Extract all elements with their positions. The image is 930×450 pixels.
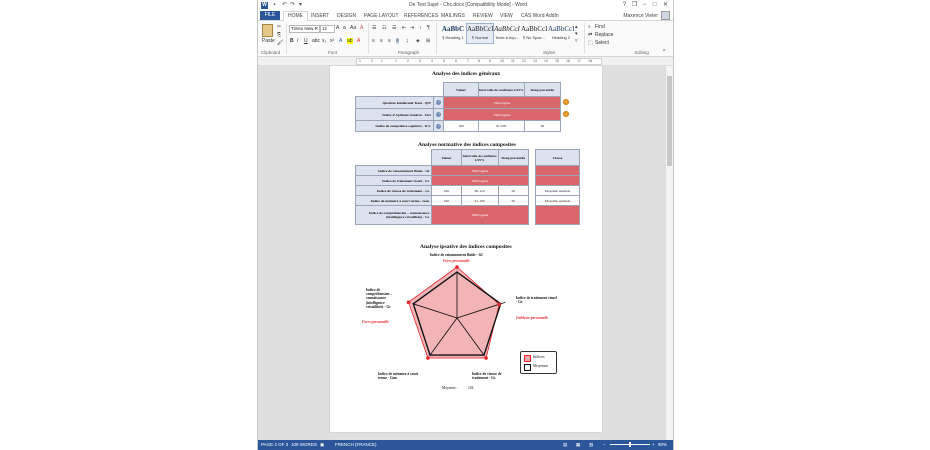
- underline-icon[interactable]: U: [304, 38, 308, 44]
- justify-icon[interactable]: ≡: [396, 38, 399, 44]
- ruler-tick: 3: [419, 59, 421, 63]
- language-indicator[interactable]: FRENCH (FRANCE): [335, 442, 377, 447]
- section-title-general: Analyse des indices généraux: [432, 71, 501, 77]
- ruler-tick: 7: [467, 59, 469, 63]
- zoom-in-icon[interactable]: +: [652, 442, 655, 447]
- copy-icon[interactable]: ⎘: [277, 32, 282, 38]
- borders-icon[interactable]: ⊞: [426, 38, 431, 44]
- bold-icon[interactable]: B: [290, 38, 294, 44]
- section-title-normative: Analyse normative des indices composites: [418, 142, 516, 148]
- clear-formatting-icon[interactable]: A: [360, 25, 364, 31]
- bullets-icon[interactable]: ☰: [372, 25, 377, 31]
- shading-icon[interactable]: ◈: [416, 38, 420, 44]
- style-texte-a-equ[interactable]: [493, 23, 521, 44]
- row-label: Indice de raisonnement fluide - Gf: [356, 166, 432, 176]
- row-label: Indice d'Aptitude Général - IAG: [356, 109, 434, 121]
- radar-series-indices: [409, 267, 500, 358]
- legend-label-moyenne: Moyenne: [533, 363, 549, 368]
- word-count[interactable]: 109 WORDS: [291, 442, 318, 447]
- subscript-icon[interactable]: x₂: [322, 38, 327, 44]
- ruler-tick: 1: [395, 59, 397, 63]
- print-layout-icon[interactable]: ▦: [576, 442, 581, 447]
- tab-review[interactable]: REVIEW: [473, 13, 493, 19]
- ruler-tick: 8: [478, 59, 480, 63]
- group-editing-label: Editing: [635, 50, 649, 55]
- close-button[interactable]: ✕: [662, 2, 669, 8]
- align-center-icon[interactable]: ≡: [380, 38, 383, 44]
- style-name: ¶ No Spac...: [523, 35, 545, 40]
- legend-label-indices: Indices: [533, 354, 545, 359]
- text-effects-icon[interactable]: A: [339, 38, 343, 44]
- replace-button[interactable]: Replace: [595, 32, 614, 38]
- grow-font-icon[interactable]: A: [336, 25, 340, 31]
- radar-point-indices: [426, 356, 430, 360]
- zoom-out-icon[interactable]: −: [603, 442, 606, 447]
- horizontal-ruler[interactable]: [258, 57, 673, 66]
- merged-status-cell: Hétérogène: [432, 176, 529, 186]
- help-button[interactable]: ?: [622, 2, 627, 8]
- table-header: Rang percentile: [524, 83, 560, 97]
- ruler-tick: 2: [371, 59, 373, 63]
- row-label: Indice de mémoire à court terme - Gsm: [356, 196, 432, 206]
- chart-legend: [520, 351, 557, 374]
- ruler-tick: 14: [544, 59, 548, 63]
- title-bar: [258, 0, 673, 11]
- axis-label-gf: Indice de raisonnement fluide - Gf: [430, 253, 483, 257]
- style-heading-1[interactable]: [439, 23, 467, 44]
- read-mode-icon[interactable]: ▤: [563, 442, 568, 447]
- group-clipboard-label: Clipboard: [261, 50, 281, 55]
- shrink-font-icon[interactable]: a: [343, 25, 346, 31]
- table-header: Intervalle de confiance à 95%: [461, 150, 498, 166]
- radar-point-indices: [484, 356, 488, 360]
- collapse-ribbon-icon[interactable]: ^: [663, 49, 666, 55]
- tab-file[interactable]: FILE: [260, 11, 280, 20]
- cut-icon[interactable]: ✂: [277, 24, 282, 30]
- style-sample: AaBbCcI: [467, 25, 493, 33]
- moyenne-label: Moyenne :: [442, 386, 458, 390]
- style-no-spacing[interactable]: [520, 23, 548, 44]
- ribbon-display-button[interactable]: ❐: [631, 2, 638, 8]
- group-separator: [368, 23, 369, 54]
- change-case-icon[interactable]: Aa: [350, 25, 357, 31]
- document-canvas[interactable]: [258, 66, 666, 440]
- axis-sublabel-gf: Force personnelle: [443, 259, 470, 263]
- proofing-icon[interactable]: ▣: [320, 442, 325, 447]
- group-separator: [436, 23, 437, 54]
- select-icon[interactable]: ⬚: [588, 40, 593, 46]
- avatar[interactable]: [661, 11, 670, 20]
- sort-icon[interactable]: ↕: [419, 25, 422, 31]
- ruler-tick: 4: [431, 59, 433, 63]
- row-label: Indice de traitement visuel - Gv: [356, 176, 432, 186]
- ruler-tick: 10: [500, 59, 504, 63]
- maximize-button[interactable]: □: [652, 2, 657, 8]
- style-name: Texte à équ...: [494, 35, 519, 40]
- style-normal[interactable]: [466, 23, 494, 44]
- zoom-slider-thumb[interactable]: [629, 442, 631, 447]
- table-header: Valeur: [444, 83, 478, 97]
- increase-indent-icon[interactable]: ⇥: [410, 25, 415, 31]
- styles-scroll-up-icon[interactable]: ▴: [575, 24, 578, 30]
- highlight-icon[interactable]: ab: [347, 38, 353, 44]
- question-icon[interactable]: ?: [437, 112, 440, 116]
- table-header: Rang percentile: [498, 150, 528, 166]
- superscript-icon[interactable]: x²: [330, 38, 335, 44]
- font-name-combo[interactable]: Times New R: [289, 25, 320, 33]
- show-marks-icon[interactable]: ¶: [427, 25, 430, 31]
- legend-swatch-moyenne: [524, 364, 531, 371]
- ruler-tick: 6: [455, 59, 457, 63]
- cell-intervalle: 91-109: [461, 196, 498, 206]
- tab-cas-word-addin[interactable]: CAS Word AddIn: [521, 13, 559, 19]
- save-icon[interactable]: ▪: [273, 2, 276, 8]
- axis-label-gs: Indice de vitesse de traitement - Gs: [472, 372, 502, 381]
- align-right-icon[interactable]: ≡: [388, 38, 391, 44]
- replace-icon[interactable]: ⇄: [588, 32, 593, 38]
- legend-swatch-indices: [524, 355, 531, 362]
- group-font-label: Font: [328, 50, 338, 55]
- axis-sublabel-gc: Force personnelle: [362, 320, 389, 324]
- vertical-scrollbar[interactable]: [665, 66, 673, 440]
- style-sample: AaBbCcI: [521, 25, 547, 33]
- tab-page-layout[interactable]: PAGE LAYOUT: [364, 13, 399, 19]
- user-name[interactable]: Maxence Vieter: [623, 13, 658, 19]
- axis-label-gc: Indice de compréhension – connaissance (intelligence cristallisée) - Gc: [366, 288, 393, 309]
- tab-design[interactable]: DESIGN: [337, 13, 357, 19]
- undo-icon[interactable]: ↶: [281, 2, 288, 8]
- numbering-icon[interactable]: ☷: [382, 25, 387, 31]
- minimize-button[interactable]: −: [642, 2, 647, 8]
- style-heading-2[interactable]: [547, 23, 575, 44]
- align-left-icon[interactable]: ≡: [372, 38, 375, 44]
- word-app-icon: W: [262, 2, 267, 8]
- style-sample: AaBbCcI: [548, 25, 574, 33]
- tab-view[interactable]: VIEW: [500, 13, 513, 19]
- ruler-bar: [356, 58, 602, 65]
- style-name: ¶ Heading 1: [442, 35, 464, 40]
- row-label: Indice de compréhension – connaissance (intelligence cristallisée) - Gc: [356, 206, 432, 225]
- find-icon[interactable]: ⌕: [588, 24, 591, 30]
- radar-chart: [330, 66, 602, 432]
- table-header: Valeur: [432, 150, 461, 166]
- moyenne-value: 104: [468, 386, 474, 390]
- ribbon-tabs: [258, 11, 673, 21]
- question-icon[interactable]: ?: [437, 123, 440, 128]
- axis-label-gsm: Indice de mémoire à court terme - Gsm: [378, 372, 419, 381]
- strikethrough-icon[interactable]: abc: [312, 38, 321, 44]
- cell-rang: 50: [498, 186, 528, 196]
- axis-sublabel-gv: Faiblesse personnelle: [516, 316, 549, 320]
- row-label: Indice de vitesse de traitement - Gs: [356, 186, 432, 196]
- merged-status-cell: Hétérogène: [432, 206, 529, 225]
- cell-rang: 50: [498, 196, 528, 206]
- row-label: Quotient Intellectuel Total - QIT: [356, 97, 434, 109]
- group-separator: [584, 23, 585, 54]
- ruler-tick: 13: [533, 59, 537, 63]
- styles-scroll-down-icon[interactable]: ▾: [575, 31, 578, 37]
- table-header: Classe: [536, 150, 580, 166]
- ruler-tick: 9: [489, 59, 491, 63]
- merged-status-cell: Hétérogène: [444, 109, 561, 121]
- group-styles-label: Styles: [543, 50, 556, 55]
- row-label: Indice de compétence cognitive - ICC: [356, 121, 434, 132]
- font-size-combo[interactable]: 12: [320, 25, 335, 33]
- question-icon[interactable]: ?: [437, 100, 440, 104]
- line-spacing-icon[interactable]: ↨: [406, 38, 409, 44]
- section-title-ipsative: Analyse ipsative des indices composites: [420, 244, 512, 250]
- group-separator: [286, 23, 287, 54]
- radar-point-indices: [407, 300, 411, 304]
- style-sample: AaBbC: [441, 25, 465, 33]
- ruler-tick: 12: [522, 59, 526, 63]
- customize-qat-icon[interactable]: ▾: [298, 2, 302, 8]
- ruler-tick: 5: [443, 59, 445, 63]
- redo-icon[interactable]: ↷: [289, 2, 296, 8]
- tab-insert[interactable]: INSERT: [311, 13, 330, 19]
- status-bar: [258, 440, 673, 450]
- ruler-tick: 17: [577, 59, 581, 63]
- tab-references[interactable]: REFERENCES: [404, 13, 439, 19]
- style-sample: AaBbCcI: [494, 25, 520, 33]
- styles-more-icon[interactable]: ▿: [575, 38, 578, 44]
- classe-cell: Moyenne normale: [536, 186, 580, 196]
- select-button[interactable]: Select: [595, 40, 609, 46]
- ruler-tick: 1: [359, 59, 361, 63]
- group-paragraph-label: Paragraph: [398, 50, 420, 55]
- paste-icon[interactable]: [262, 24, 273, 37]
- word-window: [257, 0, 674, 450]
- cell-valeur: 100: [432, 196, 461, 206]
- classe-cell: Moyenne normale: [536, 196, 580, 206]
- font-color-icon[interactable]: A: [357, 38, 361, 44]
- ruler-tick: 11: [511, 59, 515, 63]
- cell-intervalle: 90-110: [461, 186, 498, 196]
- tab-home[interactable]: HOME: [283, 11, 308, 21]
- multilevel-list-icon[interactable]: ☰: [392, 25, 397, 31]
- italic-icon[interactable]: I: [297, 38, 299, 44]
- ruler-tick: 2: [407, 59, 409, 63]
- document-page[interactable]: [330, 66, 602, 432]
- format-painter-icon[interactable]: 🖌: [277, 40, 284, 46]
- ribbon: [258, 21, 673, 57]
- cell-rang: 50: [524, 121, 560, 132]
- radar-point-indices: [497, 302, 501, 306]
- tab-mailings[interactable]: MAILINGS: [441, 13, 465, 19]
- paste-button[interactable]: Paste: [262, 38, 275, 44]
- style-name: ¶ Normal: [471, 35, 489, 40]
- style-name: Heading 2: [551, 35, 571, 40]
- table-header: Intervalle de confiance à 95%: [478, 83, 524, 97]
- zoom-level[interactable]: 90%: [658, 442, 668, 447]
- ruler-tick: 16: [566, 59, 570, 63]
- radar-point-indices: [455, 265, 459, 269]
- find-button[interactable]: Find: [595, 24, 605, 30]
- ruler-tick: 1: [381, 59, 383, 63]
- decrease-indent-icon[interactable]: ⇤: [402, 25, 407, 31]
- web-layout-icon[interactable]: ▥: [589, 442, 594, 447]
- ruler-tick: 15: [555, 59, 559, 63]
- axis-label-gv: Indice de traitement visuel - Gv: [516, 296, 557, 305]
- merged-status-cell: Hétérogène: [432, 166, 529, 176]
- cell-valeur: 100: [432, 186, 461, 196]
- document-title: De Test Sujet - Chc.docx [Compatibility Mode] - Word: [409, 2, 527, 8]
- ruler-tick: 18: [588, 59, 592, 63]
- page-count[interactable]: PAGE 2 OF 3: [261, 442, 289, 447]
- scrollbar-thumb[interactable]: [667, 76, 672, 166]
- merged-status-cell: Hétérogène: [444, 97, 561, 109]
- cell-valeur: 100: [444, 121, 478, 132]
- cell-intervalle: 91-109: [478, 121, 524, 132]
